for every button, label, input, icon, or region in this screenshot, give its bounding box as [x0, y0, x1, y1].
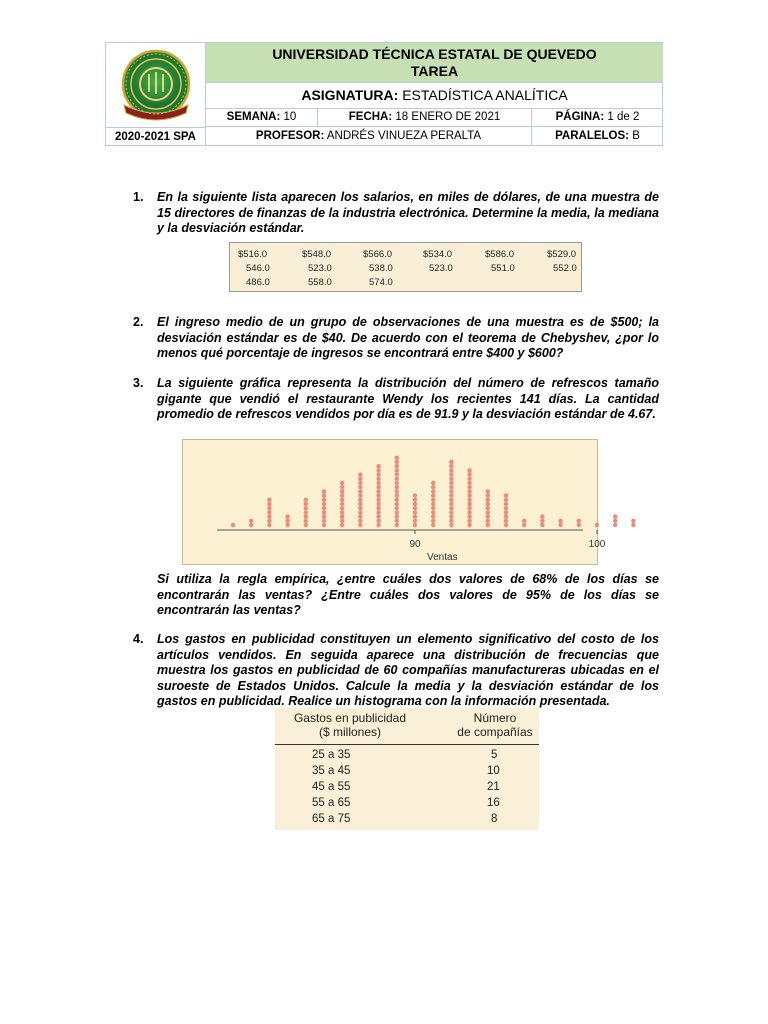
data-point — [467, 506, 471, 510]
date-value: 18 ENERO DE 2021 — [395, 111, 501, 123]
page-cell — [531, 109, 663, 126]
parallel-value: B — [632, 130, 640, 142]
salary-cell: 538.0 — [369, 263, 393, 274]
date-label: FECHA: — [348, 111, 393, 123]
salary-cell: $516.0 — [238, 249, 268, 260]
data-point — [504, 514, 508, 518]
question-text: El ingreso medio de un grupo de observaciones de una muestra es de $500; la desviación estándar es de $40. De acuerdo con el teorema de Chebyshev, ¿por lo menos qué porcentaje de ingresos se encontrará entre $400 y $600? — [157, 315, 659, 360]
data-point — [449, 477, 453, 481]
data-point — [340, 489, 344, 493]
data-point — [322, 502, 326, 506]
data-point — [431, 523, 435, 527]
data-point — [395, 523, 399, 527]
data-point — [395, 519, 399, 523]
data-point — [504, 523, 508, 527]
data-point — [631, 523, 635, 527]
data-point — [449, 481, 453, 485]
data-point — [322, 506, 326, 510]
data-point — [267, 514, 271, 518]
question-4 — [133, 632, 659, 710]
data-point — [358, 502, 362, 506]
data-point — [467, 514, 471, 518]
data-point — [304, 519, 308, 523]
data-point — [558, 519, 562, 523]
data-point — [376, 510, 380, 514]
data-point — [449, 506, 453, 510]
question-3 — [133, 376, 659, 423]
salary-cell: $534.0 — [423, 249, 453, 260]
data-point — [376, 485, 380, 489]
data-point — [486, 502, 490, 506]
data-point — [486, 510, 490, 514]
data-point — [486, 489, 490, 493]
data-point — [413, 523, 417, 527]
data-point — [395, 498, 399, 502]
data-point — [467, 493, 471, 497]
data-point — [340, 481, 344, 485]
data-point — [395, 502, 399, 506]
data-point — [467, 472, 471, 476]
salary-cell: 523.0 — [308, 263, 332, 274]
data-point — [449, 468, 453, 472]
x-axis-label: Ventas — [427, 552, 458, 563]
dot-plot-svg — [183, 440, 606, 564]
data-point — [431, 514, 435, 518]
subject-value: ESTADÍSTICA ANALÍTICA — [402, 87, 568, 103]
data-point — [340, 510, 344, 514]
data-point — [431, 506, 435, 510]
data-point — [322, 519, 326, 523]
data-point — [376, 477, 380, 481]
data-point — [522, 519, 526, 523]
col1-header — [275, 711, 425, 739]
dot-plot-chart — [182, 439, 606, 565]
data-point — [522, 523, 526, 527]
info-row — [206, 109, 663, 127]
data-point — [486, 506, 490, 510]
data-point — [467, 489, 471, 493]
data-point — [449, 510, 453, 514]
data-point — [449, 472, 453, 476]
col1-header-line1: Gastos en publicidad — [293, 711, 407, 725]
data-point — [376, 489, 380, 493]
question-2 — [133, 315, 659, 362]
data-point — [231, 523, 235, 527]
data-point — [395, 510, 399, 514]
col2-header-line1: Número — [473, 711, 517, 725]
subject-row — [206, 83, 663, 109]
data-point — [322, 489, 326, 493]
professor-row — [206, 127, 663, 146]
data-point — [358, 498, 362, 502]
data-point — [267, 510, 271, 514]
salary-cell: $566.0 — [363, 249, 393, 260]
professor-cell — [206, 127, 531, 146]
question-number: 2. — [133, 315, 144, 329]
count-cell: 16 — [487, 797, 500, 809]
week-label: SEMANA: — [226, 111, 281, 123]
data-point — [613, 514, 617, 518]
data-point — [376, 498, 380, 502]
data-point — [267, 502, 271, 506]
salary-cell: 523.0 — [429, 263, 453, 274]
data-point — [449, 489, 453, 493]
date-cell — [317, 109, 531, 126]
data-point — [449, 493, 453, 497]
university-name: UNIVERSIDAD TÉCNICA ESTATAL DE QUEVEDO — [272, 46, 597, 62]
data-point — [431, 493, 435, 497]
data-point — [431, 498, 435, 502]
data-point — [267, 506, 271, 510]
data-point — [431, 485, 435, 489]
data-point — [504, 519, 508, 523]
data-point — [340, 523, 344, 527]
data-point — [340, 498, 344, 502]
subject-label: ASIGNATURA: — [301, 87, 399, 103]
data-point — [467, 502, 471, 506]
data-point — [304, 502, 308, 506]
salary-cell: $586.0 — [485, 249, 515, 260]
period: 2020-2021 SPA — [106, 127, 206, 146]
data-point — [486, 498, 490, 502]
document-type: TAREA — [410, 63, 459, 79]
parallel-cell — [531, 127, 663, 146]
data-point — [340, 506, 344, 510]
data-point — [376, 519, 380, 523]
data-point — [413, 519, 417, 523]
data-point — [376, 502, 380, 506]
data-point — [267, 498, 271, 502]
data-point — [395, 493, 399, 497]
page-value: 1 de 2 — [607, 111, 640, 123]
data-point — [431, 502, 435, 506]
professor-label: PROFESOR: — [255, 130, 325, 142]
data-point — [504, 506, 508, 510]
data-point — [322, 523, 326, 527]
data-point — [340, 485, 344, 489]
data-point — [322, 493, 326, 497]
title-block — [206, 43, 663, 83]
data-point — [467, 510, 471, 514]
salary-cell: 574.0 — [369, 277, 393, 288]
document-header — [105, 42, 663, 146]
data-point — [467, 519, 471, 523]
data-point — [467, 498, 471, 502]
data-point — [395, 514, 399, 518]
frequency-table — [275, 708, 539, 830]
university-seal-icon — [106, 43, 206, 127]
data-point — [395, 464, 399, 468]
data-point — [340, 493, 344, 497]
data-point — [376, 468, 380, 472]
data-point — [358, 485, 362, 489]
data-point — [540, 519, 544, 523]
header-rule — [275, 744, 539, 745]
data-point — [249, 519, 253, 523]
data-point — [395, 472, 399, 476]
data-point — [395, 485, 399, 489]
question-text: En la siguiente lista aparecen los salarios, en miles de dólares, de una muestra de 15 directores de finanzas de la industria electrónica. Determine la media, la mediana y la desviación estándar. — [157, 190, 659, 235]
data-point — [577, 523, 581, 527]
data-point — [395, 481, 399, 485]
question-number: 4. — [133, 632, 144, 646]
data-point — [395, 477, 399, 481]
x-tick-label: 100 — [588, 539, 606, 550]
data-point — [358, 472, 362, 476]
range-cell: 25 a 35 — [312, 749, 351, 761]
salary-cell: $529.0 — [547, 249, 577, 260]
range-cell: 35 a 45 — [312, 765, 351, 777]
data-point — [395, 506, 399, 510]
parallel-label: PARALELOS: — [555, 130, 630, 142]
page-label: PÁGINA: — [555, 111, 605, 123]
data-point — [467, 523, 471, 527]
data-point — [504, 510, 508, 514]
data-point — [486, 523, 490, 527]
col2-header-line2: de compañías — [457, 725, 533, 739]
data-point — [449, 460, 453, 464]
data-point — [358, 514, 362, 518]
data-point — [467, 477, 471, 481]
salary-table — [229, 242, 582, 292]
count-cell: 21 — [487, 781, 500, 793]
data-point — [340, 519, 344, 523]
data-point — [304, 523, 308, 527]
data-point — [467, 485, 471, 489]
data-point — [486, 514, 490, 518]
data-point — [486, 493, 490, 497]
data-point — [449, 502, 453, 506]
followup-text: Si utiliza la regla empírica, ¿entre cuáles dos valores de 68% de los días se encontrarán las ventas? ¿Entre cuáles dos valores de 95% de los días se encontrarán las ventas? — [157, 572, 659, 617]
data-point — [358, 519, 362, 523]
data-point — [340, 514, 344, 518]
data-point — [285, 519, 289, 523]
data-point — [322, 498, 326, 502]
data-point — [449, 519, 453, 523]
data-point — [340, 502, 344, 506]
data-point — [358, 493, 362, 497]
data-point — [358, 489, 362, 493]
data-point — [413, 510, 417, 514]
question-number: 1. — [133, 190, 144, 204]
data-point — [358, 477, 362, 481]
range-cell: 55 a 65 — [312, 797, 351, 809]
data-point — [577, 519, 581, 523]
data-point — [376, 464, 380, 468]
data-point — [249, 523, 253, 527]
data-point — [322, 514, 326, 518]
data-point — [267, 519, 271, 523]
data-point — [358, 510, 362, 514]
data-point — [413, 514, 417, 518]
logo-cell — [106, 43, 206, 127]
week-value: 10 — [283, 111, 297, 123]
data-point — [631, 519, 635, 523]
data-point — [413, 493, 417, 497]
data-point — [449, 498, 453, 502]
salary-cell: 552.0 — [553, 263, 577, 274]
salary-cell: 486.0 — [246, 277, 270, 288]
data-point — [449, 523, 453, 527]
question-text: Los gastos en publicidad constituyen un elemento significativo del costo de los artículos vendidos. En seguida aparece una distribución de frecuencias que muestra los gastos en publicidad de 60 compañías manufactureras ubicadas en el suroeste de Estados Unidos. Calcule la media y la desviación estándar de los gastos en publicidad. Realice un histograma con la información presentada. — [157, 632, 659, 708]
data-point — [413, 502, 417, 506]
data-point — [413, 498, 417, 502]
week-cell — [206, 109, 317, 126]
data-point — [504, 493, 508, 497]
data-point — [395, 468, 399, 472]
data-point — [504, 502, 508, 506]
data-point — [449, 514, 453, 518]
data-point — [449, 464, 453, 468]
salary-cell: 551.0 — [491, 263, 515, 274]
data-point — [467, 468, 471, 472]
data-point — [467, 481, 471, 485]
data-point — [376, 514, 380, 518]
data-point — [613, 523, 617, 527]
data-point — [267, 523, 271, 527]
col2-header — [447, 711, 543, 739]
data-point — [285, 523, 289, 527]
data-point — [595, 523, 599, 527]
question-number: 3. — [133, 376, 144, 390]
question-text: La siguiente gráfica representa la distribución del número de refrescos tamaño gigante que vendió el restaurante Wendy los recientes 141 días. La cantidad promedio de refrescos vendidos por día es de 91.9 y la desviación estándar de 4.67. — [157, 376, 659, 421]
x-tick-label: 90 — [409, 539, 421, 550]
data-point — [431, 489, 435, 493]
data-point — [431, 510, 435, 514]
question-3-followup — [133, 572, 659, 619]
data-point — [376, 493, 380, 497]
data-point — [304, 506, 308, 510]
data-point — [431, 519, 435, 523]
salary-cell: 558.0 — [308, 277, 332, 288]
data-point — [376, 506, 380, 510]
data-point — [304, 514, 308, 518]
data-point — [395, 489, 399, 493]
data-point — [358, 523, 362, 527]
data-point — [558, 523, 562, 527]
data-point — [376, 472, 380, 476]
range-cell: 65 a 75 — [312, 813, 351, 825]
data-point — [285, 514, 289, 518]
count-cell: 10 — [487, 765, 500, 777]
data-point — [376, 523, 380, 527]
count-cell: 8 — [491, 813, 498, 825]
data-point — [431, 481, 435, 485]
data-point — [358, 481, 362, 485]
salary-cell: $548.0 — [302, 249, 332, 260]
col1-header-line2: ($ millones) — [318, 725, 381, 739]
data-point — [395, 456, 399, 460]
data-point — [395, 460, 399, 464]
question-1 — [133, 190, 659, 237]
data-point — [449, 485, 453, 489]
professor-value: ANDRÉS VINUEZA PERALTA — [326, 130, 482, 142]
range-cell: 45 a 55 — [312, 781, 351, 793]
data-point — [540, 523, 544, 527]
data-point — [376, 481, 380, 485]
data-point — [304, 498, 308, 502]
data-point — [486, 519, 490, 523]
data-point — [540, 514, 544, 518]
data-point — [413, 506, 417, 510]
count-cell: 5 — [491, 749, 498, 761]
data-point — [358, 506, 362, 510]
data-point — [322, 510, 326, 514]
salary-cell: 546.0 — [246, 263, 270, 274]
data-point — [504, 498, 508, 502]
data-point — [613, 519, 617, 523]
data-point — [304, 510, 308, 514]
